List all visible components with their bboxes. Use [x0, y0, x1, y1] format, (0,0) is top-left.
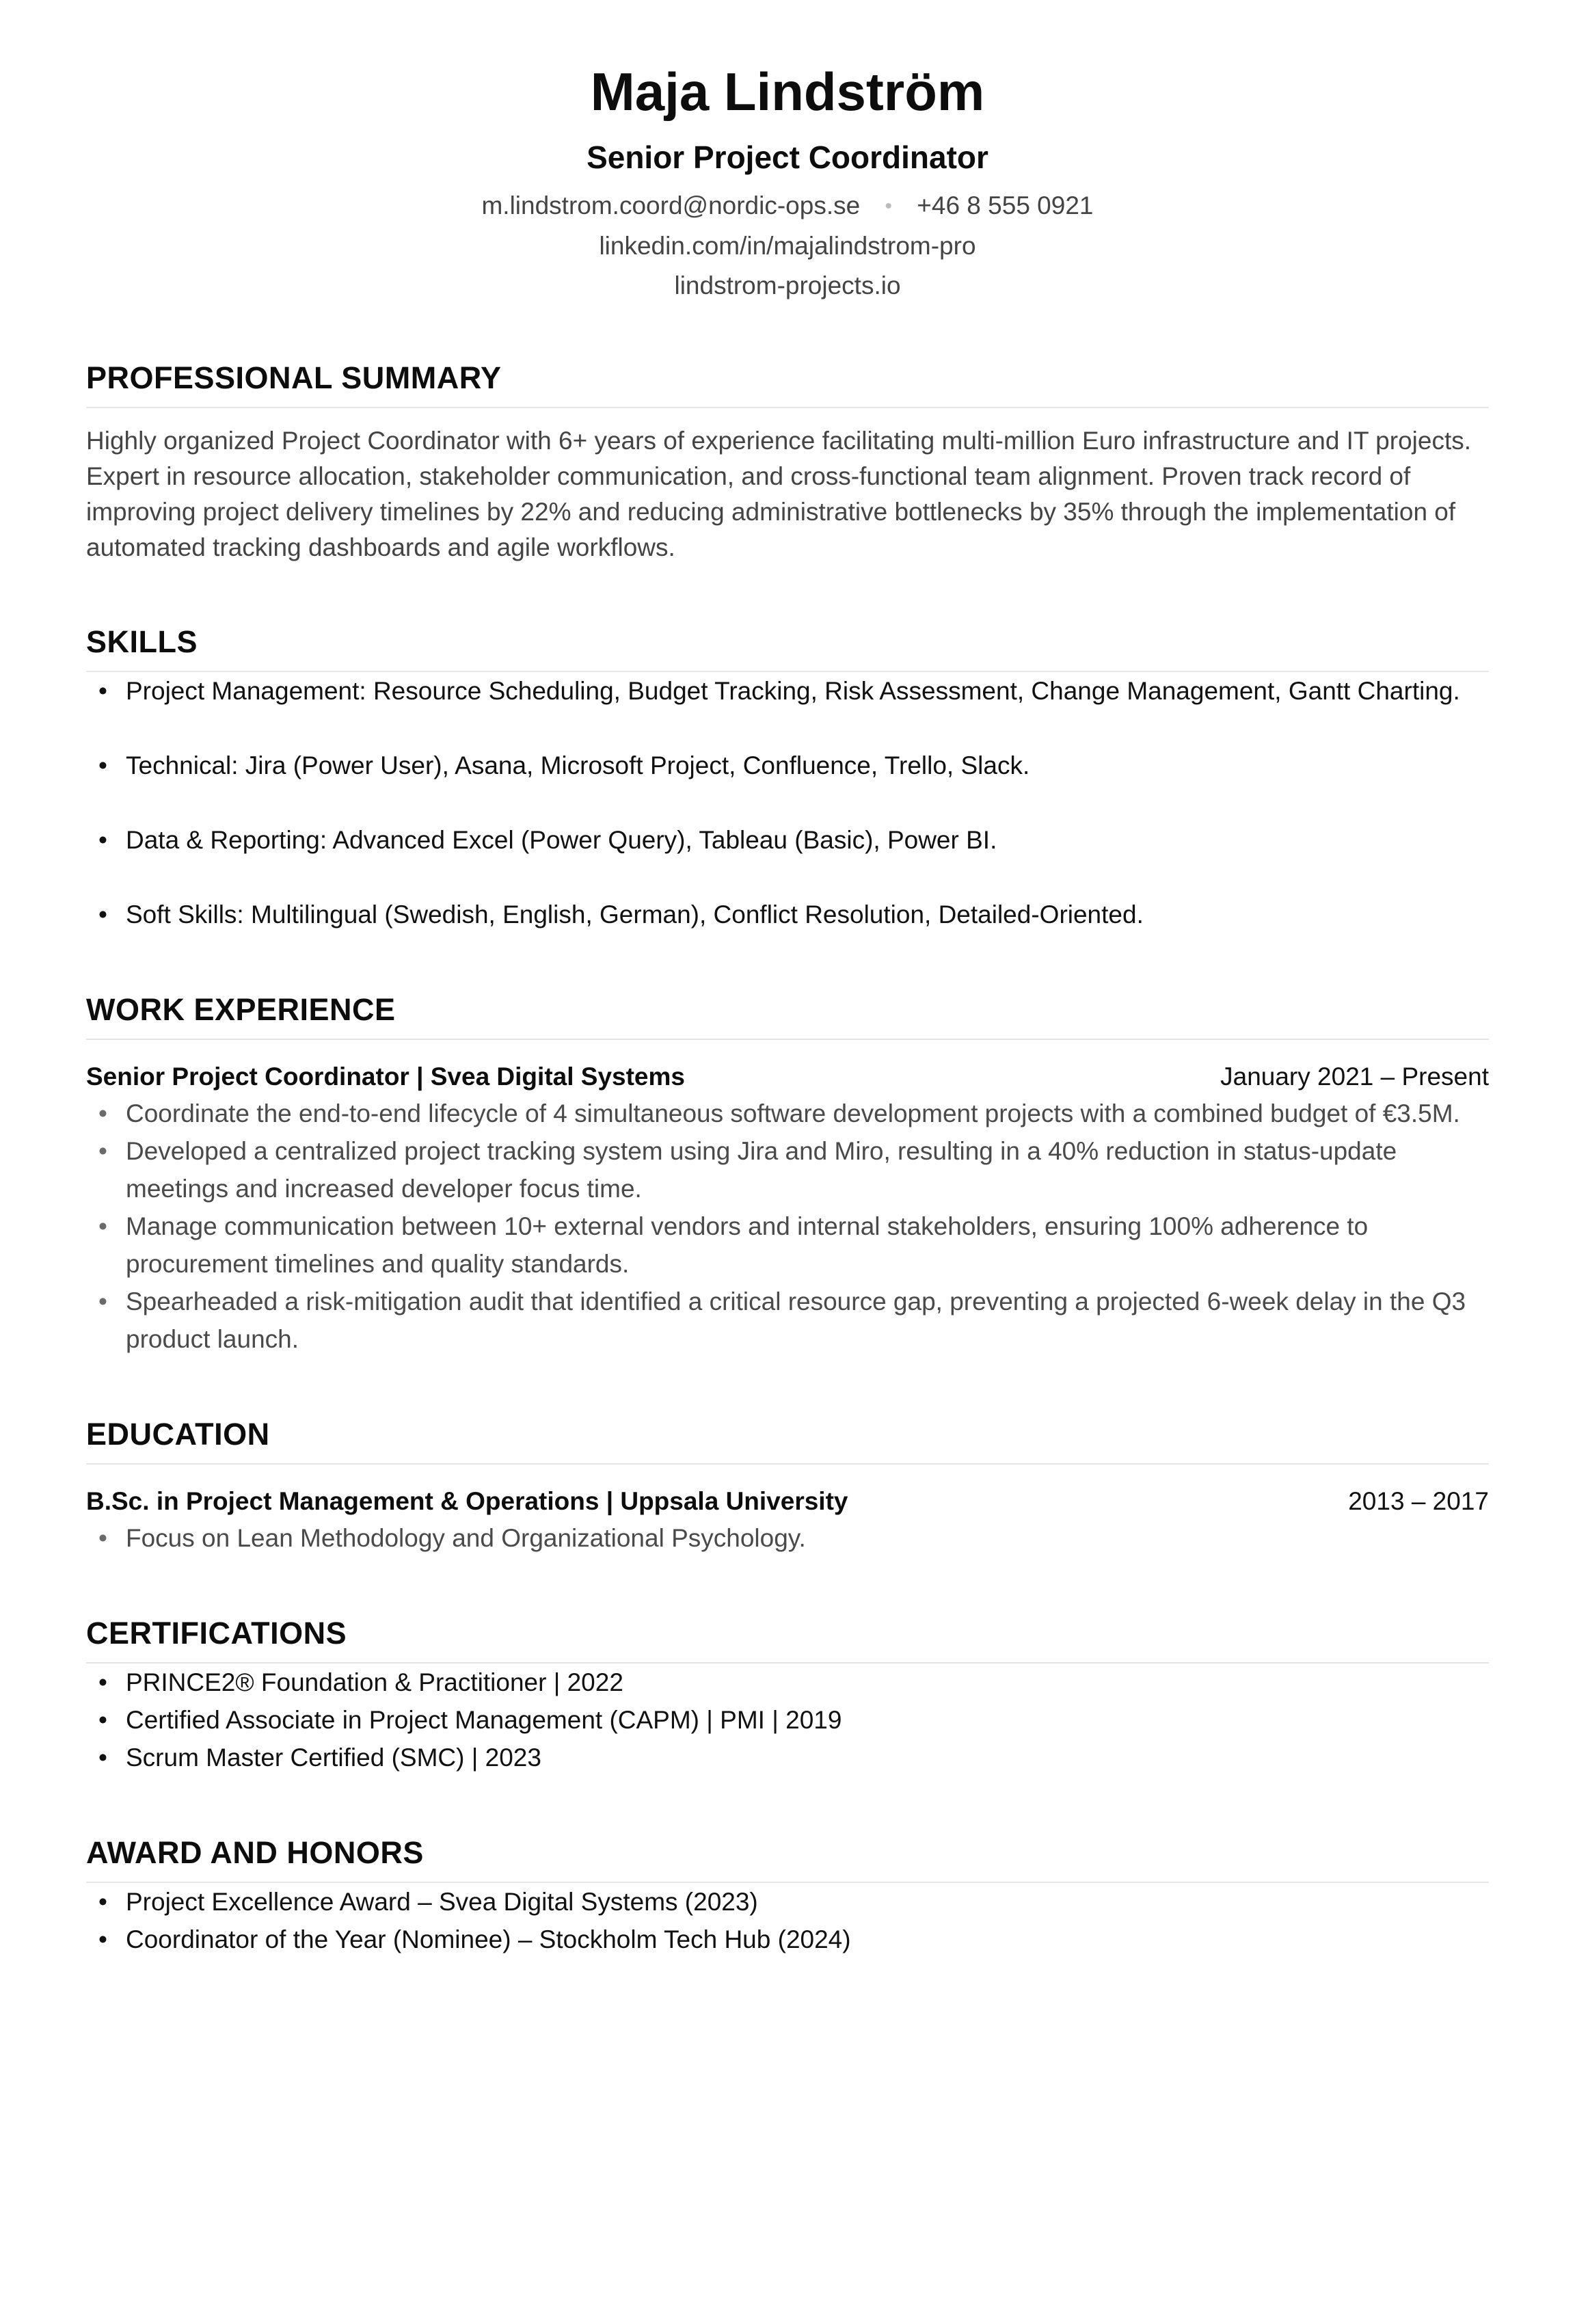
certifications-list [86, 1664, 1489, 1776]
contact-separator: • [885, 195, 892, 217]
job-bullet: • Coordinate the end-to-end lifecycle of 4 simultaneous software development projects with a combined budget of €3.5M. [86, 1095, 1489, 1132]
awards-list [86, 1883, 1489, 1958]
email-link[interactable]: m.lindstrom.coord@nordic-ops.se [481, 191, 861, 219]
job-bullet: • Spearheaded a risk-mitigation audit that identified a critical resource gap, preventing a projected 6-week delay in the Q3 product launch. [86, 1283, 1489, 1358]
certification-item: • Scrum Master Certified (SMC) | 2023 [86, 1739, 1489, 1776]
linkedin-link[interactable]: linkedin.com/in/majalindstrom-pro [599, 232, 976, 260]
professional-summary-section [86, 359, 1489, 565]
section-heading-summary: PROFESSIONAL SUMMARY [86, 359, 1489, 408]
education-section [86, 1415, 1489, 1557]
section-heading-awards: AWARD AND HONORS [86, 1834, 1489, 1883]
section-heading-certifications: CERTIFICATIONS [86, 1614, 1489, 1664]
skills-list [86, 672, 1489, 933]
skill-item: • Soft Skills: Multilingual (Swedish, English, German), Conflict Resolution, Detailed-Oriented. [86, 896, 1489, 933]
award-item: • Project Excellence Award – Svea Digital Systems (2023) [86, 1883, 1489, 1921]
contact-line-primary [86, 186, 1489, 226]
candidate-name: Maja Lindström [590, 62, 985, 122]
skills-section [86, 623, 1489, 933]
skill-item: • Data & Reporting: Advanced Excel (Power Query), Tableau (Basic), Power BI. [86, 821, 1489, 859]
website-link[interactable]: lindstrom-projects.io [674, 271, 901, 299]
resume-header [86, 0, 1489, 306]
education-bullets [86, 1519, 1489, 1557]
certification-item: • Certified Associate in Project Management (CAPM) | PMI | 2019 [86, 1701, 1489, 1739]
education-bullet: • Focus on Lean Methodology and Organizational Psychology. [86, 1519, 1489, 1557]
candidate-title: Senior Project Coordinator [587, 139, 988, 175]
award-item: • Coordinator of the Year (Nominee) – Stockholm Tech Hub (2024) [86, 1921, 1489, 1958]
certification-item: • PRINCE2® Foundation & Practitioner | 2022 [86, 1664, 1489, 1701]
awards-section [86, 1834, 1489, 1958]
job-bullets [86, 1095, 1489, 1358]
job-dates: January 2021 – Present [1220, 1063, 1489, 1091]
job-role: Senior Project Coordinator | Svea Digital Systems [86, 1063, 685, 1091]
section-heading-skills: SKILLS [86, 623, 1489, 672]
phone-number[interactable]: +46 8 555 0921 [917, 191, 1094, 219]
job-bullet: • Manage communication between 10+ external vendors and internal stakeholders, ensuring 100% adherence to procurement timelines and quality standards. [86, 1207, 1489, 1283]
certifications-section [86, 1614, 1489, 1776]
skill-item: • Project Management: Resource Scheduling, Budget Tracking, Risk Assessment, Change Management, Gantt Charting. [86, 672, 1489, 710]
education-header [86, 1484, 1489, 1519]
education-dates: 2013 – 2017 [1348, 1487, 1489, 1515]
summary-text: Highly organized Project Coordinator with 6+ years of experience facilitating multi-million Euro infrastructure and IT projects. Expert in resource allocation, stakeholder communication, and cross-functional team alignment. Proven track record of improving project delivery timelines by 22% and reducing administrative bottlenecks by 35% through the implementation of automated tracking dashboards and agile workflows. [86, 427, 1472, 561]
work-experience-section [86, 991, 1489, 1358]
section-heading-experience: WORK EXPERIENCE [86, 991, 1489, 1040]
skill-item: • Technical: Jira (Power User), Asana, Microsoft Project, Confluence, Trello, Slack. [86, 747, 1489, 784]
degree-title: B.Sc. in Project Management & Operations | Uppsala University [86, 1487, 848, 1515]
job-bullet: • Developed a centralized project tracking system using Jira and Miro, resulting in a 40% reduction in status-update meetings and increased developer focus time. [86, 1132, 1489, 1207]
job-header [86, 1059, 1489, 1095]
section-heading-education: EDUCATION [86, 1415, 1489, 1465]
